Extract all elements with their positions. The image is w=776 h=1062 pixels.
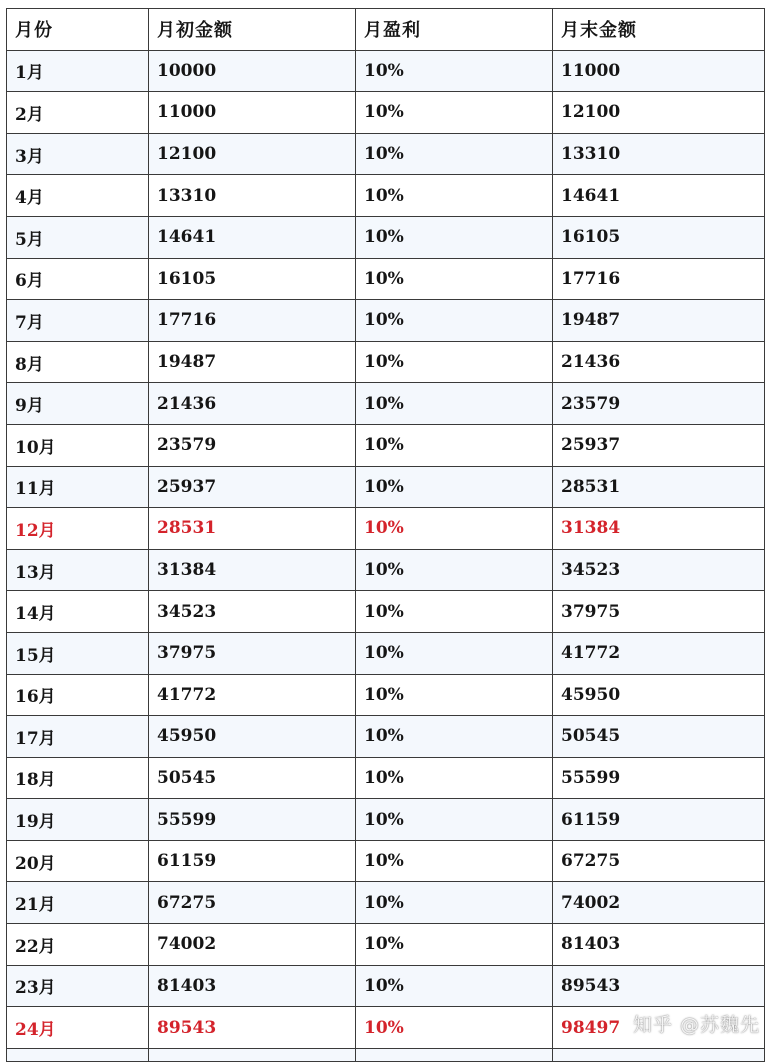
cell-end-amount: 17716 [553,258,765,300]
cell-start-amount: 41772 [149,674,356,716]
header-start-amount: 月初金额 [149,9,356,51]
cell-start-amount: 45950 [149,716,356,758]
header-end-amount: 月末金额 [553,9,765,51]
cell-end-amount: 25937 [553,424,765,466]
cell-month: 11月 [7,466,149,508]
cell-monthly-profit: 10% [356,341,553,383]
cell-start-amount: 55599 [149,799,356,841]
cell-start-amount: 14641 [149,216,356,258]
cell-start-amount: 74002 [149,924,356,966]
table-row [7,92,765,134]
cell-monthly-profit: 10% [356,50,553,92]
zhihu-watermark: 知乎 @苏魏先 [632,1014,760,1036]
cell-month: 1月 [7,50,149,92]
table-row [7,508,765,550]
cell-monthly-profit: 10% [356,840,553,882]
cell-monthly-profit: 10% [356,757,553,799]
cell-end-amount: 55599 [553,757,765,799]
cell-monthly-profit: 10% [356,92,553,134]
cell-end-amount: 45950 [553,674,765,716]
cell-monthly-profit: 10% [356,591,553,633]
table-row [7,882,765,924]
cell-month: 17月 [7,716,149,758]
table-row [7,1007,765,1049]
cell-empty [7,1048,149,1061]
cell-start-amount: 28531 [149,508,356,550]
cell-monthly-profit: 10% [356,133,553,175]
cell-end-amount: 67275 [553,840,765,882]
table-row [7,383,765,425]
table-body [7,50,765,1061]
table-row [7,840,765,882]
cell-start-amount: 10000 [149,50,356,92]
header-month: 月份 [7,9,149,51]
cell-end-amount: 37975 [553,591,765,633]
cell-monthly-profit: 10% [356,424,553,466]
cell-end-amount: 50545 [553,716,765,758]
cell-end-amount: 23579 [553,383,765,425]
cell-month: 18月 [7,757,149,799]
cell-end-amount: 13310 [553,133,765,175]
cell-end-amount: 98497 [553,1007,765,1049]
cell-month: 5月 [7,216,149,258]
cell-start-amount: 31384 [149,549,356,591]
cell-month: 2月 [7,92,149,134]
cell-start-amount: 23579 [149,424,356,466]
cell-month: 7月 [7,300,149,342]
table-row-cutoff [7,1048,765,1061]
cell-start-amount: 19487 [149,341,356,383]
table-row [7,424,765,466]
cell-start-amount: 12100 [149,133,356,175]
table-row [7,466,765,508]
table-row [7,341,765,383]
cell-end-amount: 61159 [553,799,765,841]
cell-start-amount: 17716 [149,300,356,342]
cell-monthly-profit: 10% [356,258,553,300]
cell-end-amount: 21436 [553,341,765,383]
table-row [7,965,765,1007]
cell-end-amount: 11000 [553,50,765,92]
table-row [7,924,765,966]
cell-end-amount: 34523 [553,549,765,591]
cell-monthly-profit: 10% [356,175,553,217]
table-row [7,216,765,258]
cell-end-amount: 19487 [553,300,765,342]
cell-month: 16月 [7,674,149,716]
table-row [7,258,765,300]
cell-monthly-profit: 10% [356,632,553,674]
cell-end-amount: 41772 [553,632,765,674]
cell-end-amount: 81403 [553,924,765,966]
table-row [7,133,765,175]
cell-monthly-profit: 10% [356,383,553,425]
cell-start-amount: 89543 [149,1007,356,1049]
cell-monthly-profit: 10% [356,300,553,342]
table-row [7,716,765,758]
cell-start-amount: 81403 [149,965,356,1007]
table-row [7,799,765,841]
cell-start-amount: 25937 [149,466,356,508]
table-row [7,50,765,92]
cell-monthly-profit: 10% [356,549,553,591]
cell-monthly-profit: 10% [356,466,553,508]
table-row [7,632,765,674]
cell-end-amount: 28531 [553,466,765,508]
cell-month: 21月 [7,882,149,924]
cell-month: 23月 [7,965,149,1007]
cell-month: 20月 [7,840,149,882]
cell-monthly-profit: 10% [356,674,553,716]
cell-monthly-profit: 10% [356,508,553,550]
table-row [7,549,765,591]
header-monthly-profit: 月盈利 [356,9,553,51]
cell-start-amount: 34523 [149,591,356,633]
table-row [7,591,765,633]
cell-start-amount: 37975 [149,632,356,674]
cell-start-amount: 21436 [149,383,356,425]
cell-monthly-profit: 10% [356,924,553,966]
table-row [7,300,765,342]
table-row [7,674,765,716]
cell-end-amount: 31384 [553,508,765,550]
cell-end-amount: 74002 [553,882,765,924]
cell-start-amount: 11000 [149,92,356,134]
cell-empty [149,1048,356,1061]
cell-month: 24月 [7,1007,149,1049]
cell-monthly-profit: 10% [356,965,553,1007]
cell-start-amount: 16105 [149,258,356,300]
cell-start-amount: 61159 [149,840,356,882]
table-row [7,757,765,799]
cell-month: 19月 [7,799,149,841]
cell-month: 8月 [7,341,149,383]
cell-monthly-profit: 10% [356,882,553,924]
cell-month: 22月 [7,924,149,966]
cell-monthly-profit: 10% [356,799,553,841]
table-header-row [7,9,765,51]
cell-month: 14月 [7,591,149,633]
cell-month: 3月 [7,133,149,175]
cell-start-amount: 13310 [149,175,356,217]
cell-month: 13月 [7,549,149,591]
data-table-container [6,8,764,1062]
cell-month: 6月 [7,258,149,300]
compound-growth-table [6,8,765,1062]
cell-empty [553,1048,765,1061]
cell-end-amount: 89543 [553,965,765,1007]
cell-start-amount: 50545 [149,757,356,799]
cell-month: 12月 [7,508,149,550]
cell-end-amount: 14641 [553,175,765,217]
cell-month: 10月 [7,424,149,466]
cell-start-amount: 67275 [149,882,356,924]
cell-end-amount: 12100 [553,92,765,134]
cell-month: 9月 [7,383,149,425]
cell-month: 15月 [7,632,149,674]
table-row [7,175,765,217]
cell-monthly-profit: 10% [356,716,553,758]
cell-empty [356,1048,553,1061]
cell-month: 4月 [7,175,149,217]
cell-end-amount: 16105 [553,216,765,258]
cell-monthly-profit: 10% [356,1007,553,1049]
cell-monthly-profit: 10% [356,216,553,258]
